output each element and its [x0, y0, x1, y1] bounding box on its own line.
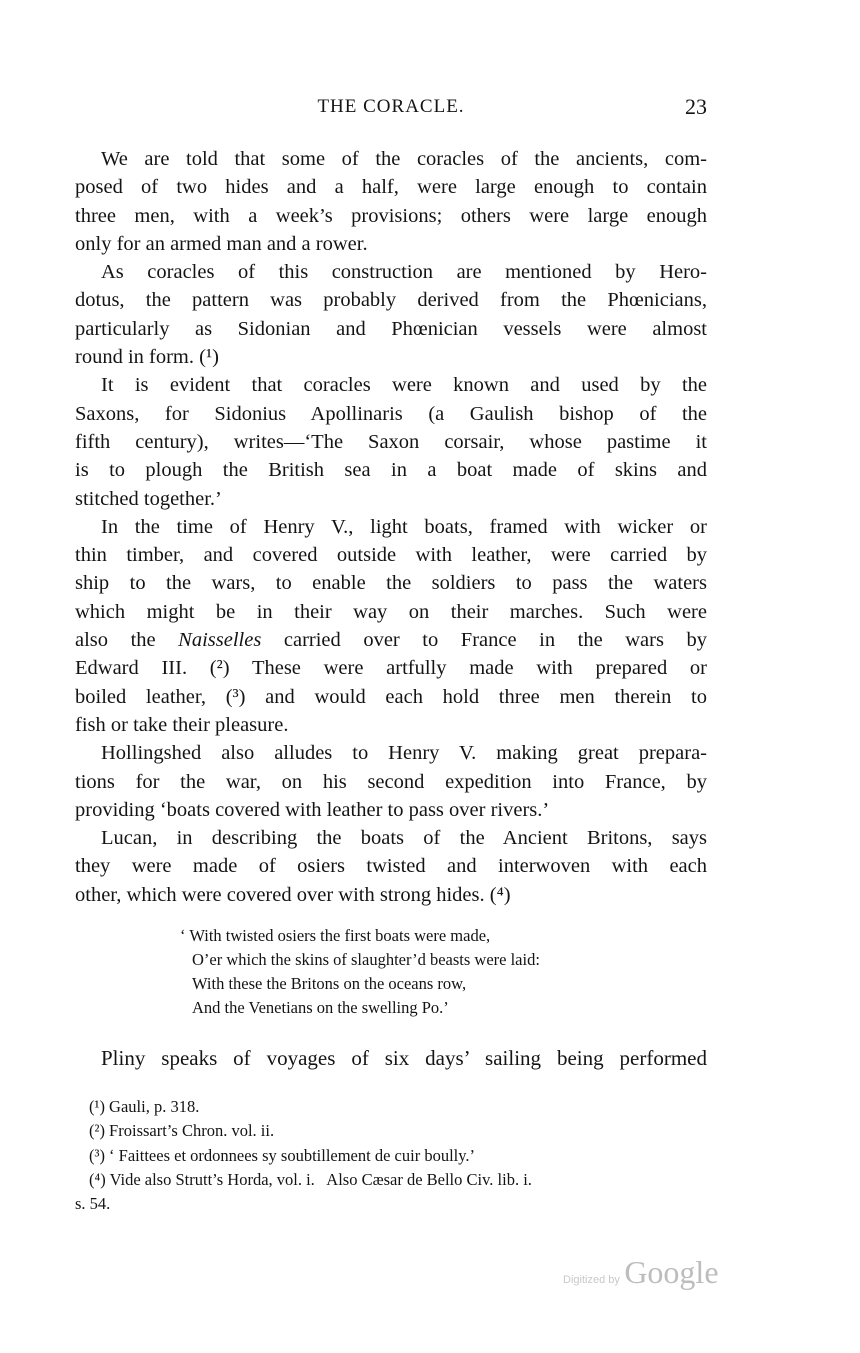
verse-line: And the Venetians on the swelling Po.’ [192, 998, 449, 1017]
running-header [75, 96, 707, 122]
text-line: Lucan, in describing the boats of the Ancient Britons, says [101, 827, 707, 850]
text-line: Hollingshed also alludes to Henry V. making great prepara- [101, 742, 707, 765]
text-line: providing ‘boats covered with leather to pass over rivers.’ [75, 798, 550, 821]
text-segment: also the [75, 629, 179, 652]
footnote: (⁴) Vide also Strutt’s Horda, vol. i. Also Cæsar de Bello Civ. lib. i. [89, 1169, 532, 1189]
text-line: Saxons, for Sidonius Apollinaris (a Gaulish bishop of the [75, 402, 707, 425]
text-line: other, which were covered over with strong hides. (⁴) [75, 883, 511, 906]
paragraph-start-pliny: Pliny speaks of voyages of six days’ sailing being performed [101, 1046, 707, 1070]
text-line: Edward III. (²) These were artfully made with prepared or [75, 657, 707, 680]
watermark-brand: Google [624, 1254, 719, 1290]
text-line: ship to the wars, to enable the soldiers to pass the waters [75, 572, 707, 595]
text-line: only for an armed man and a rower. [75, 232, 368, 255]
verse-line: With these the Britons on the oceans row, [192, 974, 467, 993]
footnote: (³) ‘ Faittees et ordonnees sy soubtillement de cuir boully.’ [89, 1145, 476, 1165]
text-line: round in form. (¹) [75, 346, 219, 369]
body-text [75, 145, 707, 909]
verse-quote [180, 924, 540, 1020]
footnotes [75, 1095, 707, 1216]
text-line: fish or take their pleasure. [75, 713, 289, 736]
google-watermark [563, 1254, 719, 1291]
text-line [75, 626, 707, 654]
text-line: is to plough the British sea in a boat made of skins and [75, 459, 707, 482]
text-line: which might be in their way on their marches. Such were [75, 600, 707, 623]
footnote: (¹) Gauli, p. 318. [89, 1097, 200, 1116]
text-line: As coracles of this construction are mentioned by Hero- [101, 261, 707, 284]
text-line: It is evident that coracles were known and used by the [101, 374, 707, 397]
text-segment: carried over to France in the wars by [261, 629, 707, 652]
text-line: they were made of osiers twisted and interwoven with each [75, 855, 707, 878]
text-line: We are told that some of the coracles of the ancients, com- [101, 148, 707, 170]
italic-term: Naisselles [178, 629, 262, 652]
text-line: boiled leather, (³) and would each hold three men therein to [75, 685, 707, 708]
text-line: thin timber, and covered outside with leather, were carried by [75, 544, 707, 567]
text-line: three men, with a week’s provisions; others were large enough [75, 204, 707, 227]
text-line: stitched together.’ [75, 487, 222, 510]
text-line: tions for the war, on his second expedition into France, by [75, 770, 707, 793]
text-line: particularly as Sidonian and Phœnician vessels were almost [75, 317, 707, 340]
text-line: posed of two hides and a half, were large enough to contain [75, 176, 707, 199]
text-line: In the time of Henry V., light boats, framed with wicker or [101, 515, 707, 538]
text-line: dotus, the pattern was probably derived from the Phœnicians, [75, 289, 707, 312]
footnote: (²) Froissart’s Chron. vol. ii. [89, 1121, 275, 1141]
watermark-prefix: Digitized by [563, 1274, 620, 1286]
verse-line: O’er which the skins of slaughter’d beasts were laid: [192, 950, 540, 969]
running-title: THE CORACLE. [317, 96, 465, 117]
page-number: 23 [685, 94, 707, 119]
footnote-continuation: s. 54. [75, 1194, 111, 1214]
text-line: fifth century), writes—‘The Saxon corsair, whose pastime it [75, 430, 707, 453]
verse-line: ‘ With twisted osiers the first boats were made, [180, 926, 491, 945]
